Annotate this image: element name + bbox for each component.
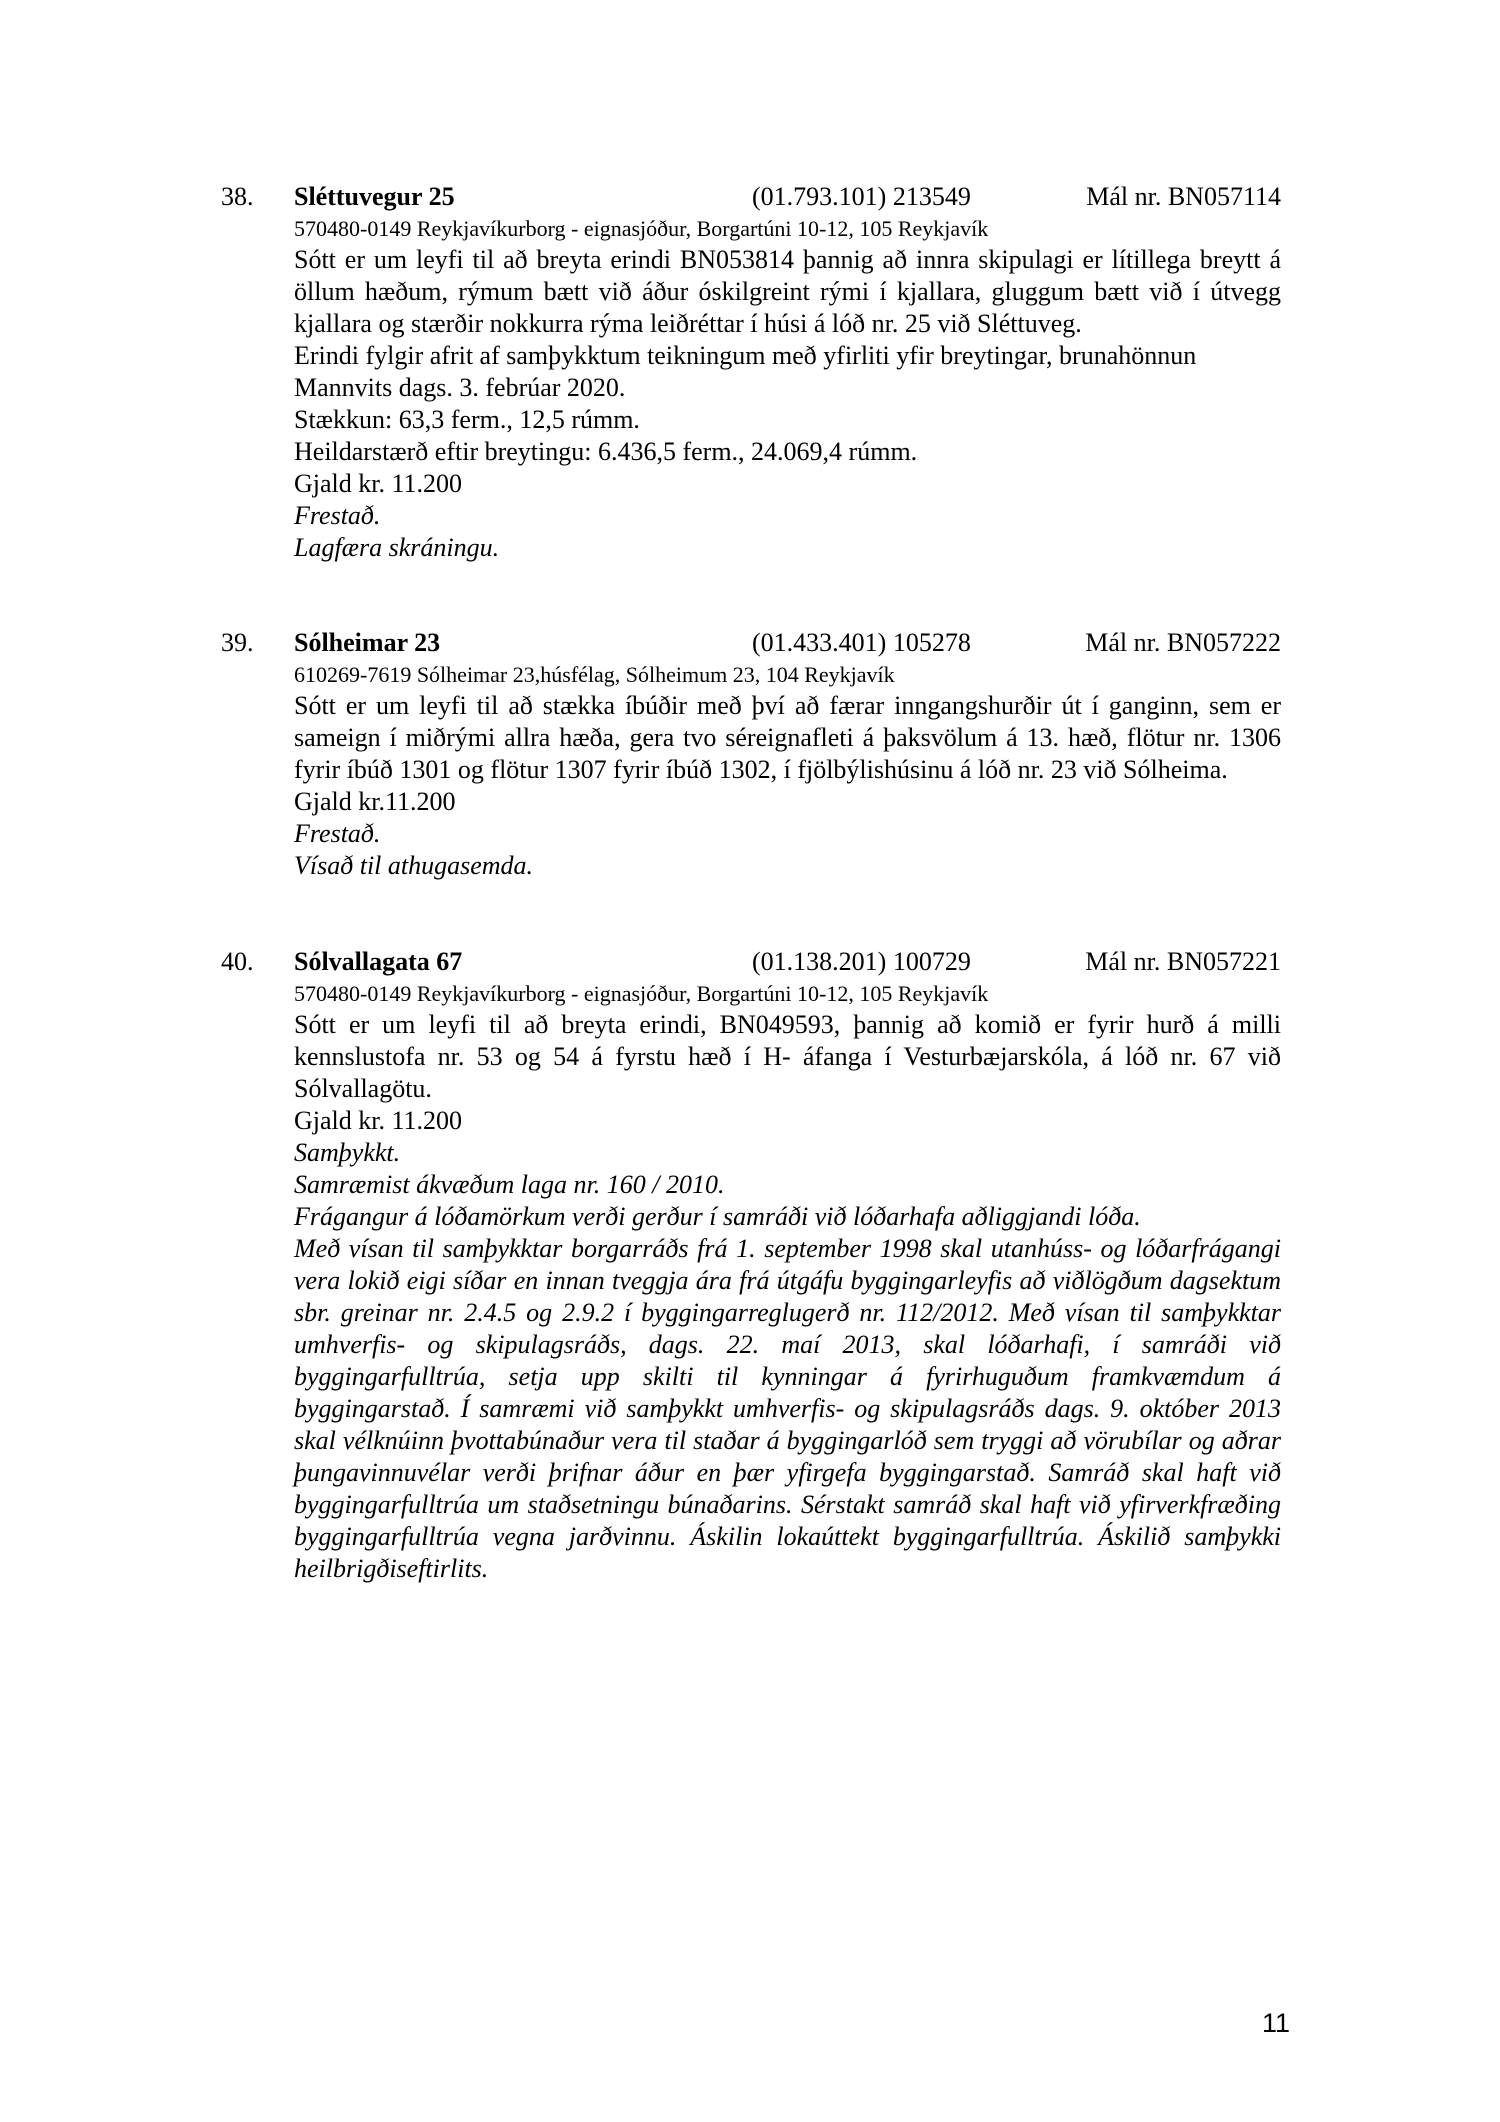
- entry-description: Sótt er um leyfi til að breyta erindi, BN049593, þannig að komið er fyrir hurð á milli kennslustofa nr. 53 og 54 á fyrstu hæð í H- áfanga í Vesturbæjarskóla, á lóð nr. 67 við Sólvallagötu.: [294, 1010, 1281, 1103]
- entry-decision: Samþykkt.: [294, 1138, 401, 1167]
- entry-address: Sólheimar 23: [294, 628, 441, 657]
- entry-total-size: Heildarstærð eftir breytingu: 6.436,5 ferm., 24.069,4 rúmm.: [294, 437, 918, 466]
- entry-case-number: Mál nr. BN057114: [1086, 182, 1281, 211]
- entry-number: 40.: [221, 947, 254, 976]
- entry-remark: Með vísan til samþykktar borgarráðs frá 1. september 1998 skal utanhúss- og lóðarfrágangi vera lokið eigi síðar en innan tveggja ára frá útgáfu byggingarleyfis að viðlögðum dagsektum sbr. greinar nr. 2.4.5 og 2.9.2 í byggingarreglugerð nr. 112/2012. Með vísan til samþykktar umhverfis- og skipulagsráðs, dags. 22. maí 2013, skal lóðarhafi, í samráði við byggingarfulltrúa, setja upp skilti til kynningar á fyrirhuguðum framkvæmdum á byggingarstað. Í samræmi við samþykkt umhverfis- og skipulagsráðs dags. 9. október 2013 skal vélknúinn þvottabúnaður vera til staðar á byggingarlóð sem tryggi að vörubílar og aðrar þungavinnuvélar verði þrifnar áður en þær yfirgefa byggingarstað. Samráð skal haft við byggingarfulltrúa um staðsetningu búnaðarins. Sérstakt samráð skal haft við yfirverkfræðing byggingarfulltrúa vegna jarðvinnu. Áskilin lokaúttekt byggingarfulltrúa. Áskilið samþykki heilbrigðiseftirlits.: [294, 1234, 1281, 1583]
- entry-land-id: (01.433.401) 105278: [752, 628, 971, 657]
- entry-remark: Lagfæra skráningu.: [294, 533, 500, 562]
- entry-enlargement: Stækkun: 63,3 ferm., 12,5 rúmm.: [294, 405, 640, 434]
- entry-body: [294, 244, 1281, 564]
- entry-description: Sótt er um leyfi til að breyta erindi BN053814 þannig að innra skipulagi er lítillega breytt á öllum hæðum, rýmum bætt við áður óskilgreint rými í kjallara, gluggum bætt við í útvegg kjallara og stærðir nokkurra rýma leiðréttar í húsi á lóð nr. 25 við Sléttuveg.: [294, 245, 1281, 338]
- entry-remark: Vísað til athugasemda.: [294, 851, 534, 880]
- entry-remark: Samræmist ákvæðum laga nr. 160 / 2010.: [294, 1170, 725, 1199]
- entry-fee: Gjald kr. 11.200: [294, 1106, 463, 1135]
- entry-attachments: Erindi fylgir afrit af samþykktum teikningum með yfirliti yfir breytingar, brunahönnun Mannvits dags. 3. febrúar 2020.: [294, 341, 1197, 402]
- case-entry-39: [221, 626, 1281, 882]
- case-entry-38: [221, 180, 1281, 564]
- entry-address: Sléttuvegur 25: [294, 182, 455, 211]
- entry-body: [294, 1009, 1281, 1585]
- entry-owner: 610269-7619 Sólheimar 23,húsfélag, Sólheimum 23, 104 Reykjavík: [294, 662, 895, 687]
- entry-owner: 570480-0149 Reykjavíkurborg - eignasjóður, Borgartúni 10-12, 105 Reykjavík: [294, 981, 989, 1006]
- entry-number: 38.: [221, 182, 254, 211]
- entry-description: Sótt er um leyfi til að stækka íbúðir með því að færar inngangshurðir út í ganginn, sem er sameign í miðrými allra hæða, gera tvo séreignafleti á þaksvölum á 13. hæð, flötur nr. 1306 fyrir íbúð 1301 og flötur 1307 fyrir íbúð 1302, í fjölbýlishúsinu á lóð nr. 23 við Sólheima.: [294, 691, 1281, 784]
- page-number: 11: [1261, 2008, 1290, 2038]
- case-entry-40: [221, 945, 1281, 1585]
- entry-owner: 570480-0149 Reykjavíkurborg - eignasjóður, Borgartúni 10-12, 105 Reykjavík: [294, 216, 989, 241]
- entry-header: [221, 626, 1281, 660]
- entry-address: Sólvallagata 67: [294, 947, 463, 976]
- entry-case-number: Mál nr. BN057222: [1085, 628, 1281, 657]
- entry-decision: Frestað.: [294, 501, 381, 530]
- entry-land-id: (01.793.101) 213549: [752, 182, 971, 211]
- entry-fee: Gjald kr. 11.200: [294, 469, 463, 498]
- entry-header: [221, 945, 1281, 979]
- entry-decision: Frestað.: [294, 819, 381, 848]
- entry-body: [294, 690, 1281, 882]
- entry-fee: Gjald kr.11.200: [294, 787, 456, 816]
- entry-land-id: (01.138.201) 100729: [752, 947, 971, 976]
- entry-header: [221, 180, 1281, 214]
- entry-remark: Frágangur á lóðamörkum verði gerður í samráði við lóðarhafa aðliggjandi lóða.: [294, 1202, 1141, 1231]
- entry-case-number: Mál nr. BN057221: [1085, 947, 1281, 976]
- entry-number: 39.: [221, 628, 254, 657]
